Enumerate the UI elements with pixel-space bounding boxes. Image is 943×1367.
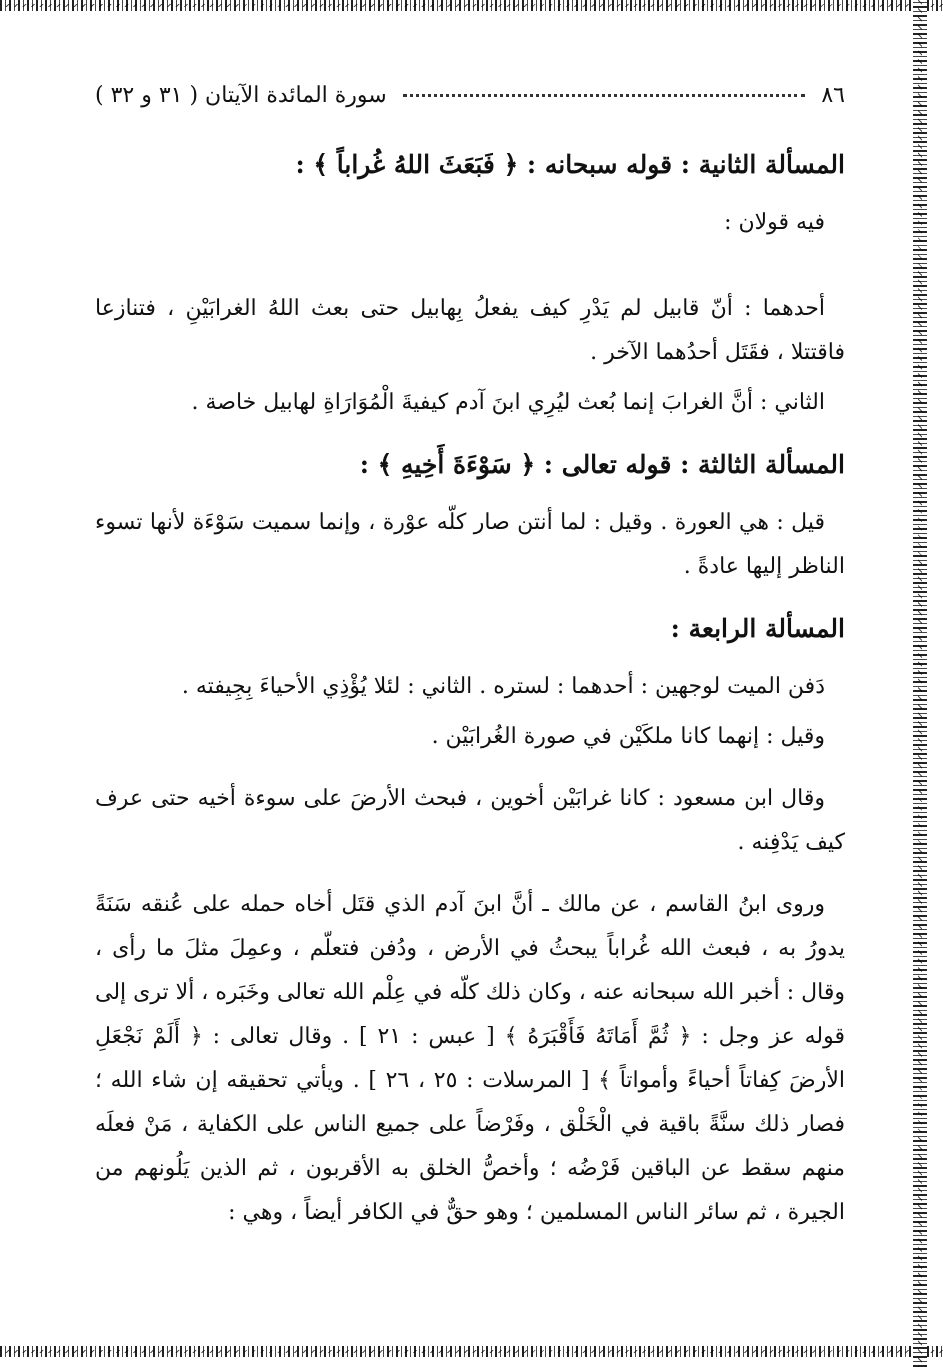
spacer (95, 263, 845, 287)
page-header (95, 75, 845, 115)
section-heading: المسألة الثانية : قوله سبحانه : ﴿ فَبَعَثَ اللهُ غُراباً ﴾ : (295, 150, 845, 179)
paragraph: دَفن الميت لوجهين : أحدهما : لستره . الثاني : لئلا يُؤْذِي الأحياءَ بِجِيفته . (181, 674, 825, 699)
paragraph: الثاني : أنَّ الغرابَ إنما بُعث ليُرِي ابنَ آدم كيفيةَ الْمُوَارَاةِ لهابيل خاصة . (191, 390, 825, 415)
running-title: سورة المائدة الآيتان ( ٣١ و ٣٢ ) (95, 82, 387, 108)
top-border (0, 0, 943, 11)
paragraph: أحدهما : أنّ قابيل لم يَدْرِ كيف يفعلُ بِهابيل حتى بعث اللهُ الغرابَيْنِ ، فتنازعا فاقتتلا ، فقَتَل أحدُهما الآخر . (95, 296, 845, 365)
paragraph: وقيل : إنهما كانا ملكَيْن في صورة الغُرابَيْن . (431, 724, 825, 749)
right-border (913, 0, 927, 1367)
page-content (95, 75, 845, 1305)
paragraph: قيل : هي العورة . وقيل : لما أنتن صار كلّه عوْرة ، وإنما سميت سَوْءَة لأنها تسوء الناظر إليها عادةً . (95, 510, 845, 579)
page-number: ٨٦ (821, 82, 845, 108)
paragraph: وقال ابن مسعود : كانا غرابَيْن أخوين ، فبحث الأرضَ على سوءة أخيه حتى عرف كيف يَدْفِنه . (95, 786, 845, 855)
paragraph: فيه قولان : (724, 210, 825, 235)
paragraph: وروى ابنُ القاسم ، عن مالك ـ أنَّ ابنَ آدم الذي قتَل أخاه حمله على عُنقه سَنَةً يدورُ به ، فبعث الله غُراباً يبحثُ في الأرض ، ودُفن فتعلّم ، وعمِلَ مثلَ ما رأى ، وقال : أخبر الله سبحانه عنه ، وكان ذلك كلّه في عِلْم الله تعالى وخَبَره ، ألا ترى إلى قوله عز وجل : ﴿ ثُمَّ أَمَاتَهُ فَأَقْبَرَهُ ﴾ [ عبس : ٢١ ] . وقال تعالى : ﴿ أَلَمْ نَجْعَلِ الأرضَ كِفاتاً أحياءً وأمواتاً ﴾ [ المرسلات : ٢٥ ، ٢٦ ] . ويأتي تحقيقه إن شاء الله ؛ فصار ذلك سنَّةً باقية في الْخَلْق ، وفَرْضاً على جميع الناس على الكفاية ، مَنْ فعلَه منهم سقط عن الباقين فَرْضُه ؛ وأخصُّ الخلق به الأقربون ، ثم الذين يَلُونهم من الجيرة ، ثم سائر الناس المسلمين ؛ وهو حقٌّ في الكافر أيضاً ، وهي : (95, 892, 845, 1225)
header-dot-leader (403, 94, 806, 97)
section-heading: المسألة الرابعة : (670, 614, 845, 643)
bottom-border (0, 1346, 943, 1357)
section-heading: المسألة الثالثة : قوله تعالى : ﴿ سَوْءَةَ أَخِيهِ ﴾ : (359, 450, 845, 479)
